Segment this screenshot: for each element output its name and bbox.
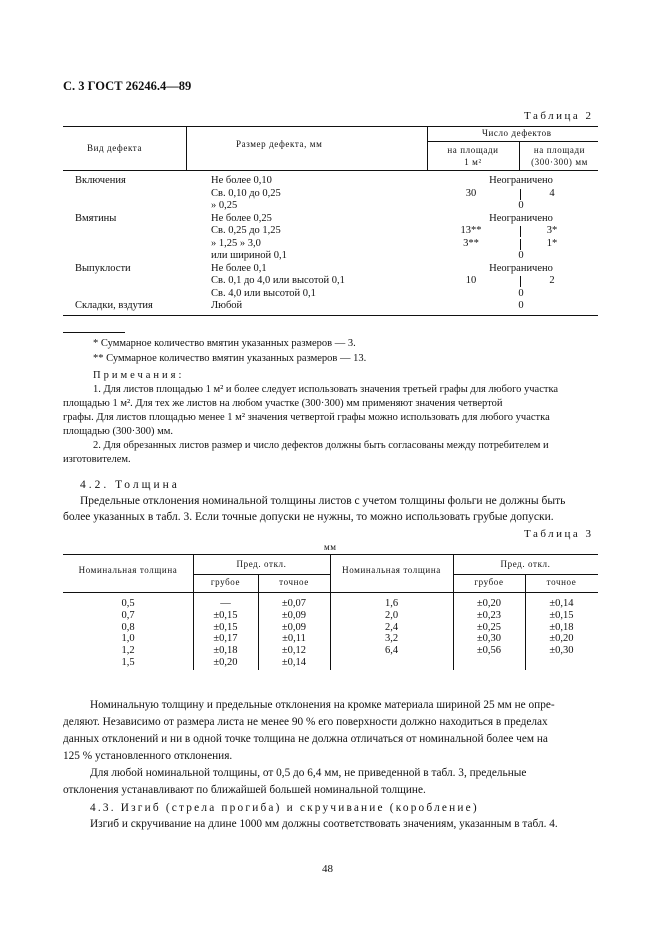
t2-row-size: Не более 0,10 [211, 175, 272, 186]
section-4-2-line1: Предельные отклонения номинальной толщины листов с учетом толщины фольги не должны быть [80, 495, 566, 507]
t2-row-size: » 0,25 [211, 200, 238, 211]
after-t3-p2-l2: отклонения устанавливают по ближайшей большей номинальной толщине. [63, 784, 426, 796]
t3-left-fine: ±0,14 [281, 657, 307, 668]
t2-row-count-300: 3* [546, 225, 558, 236]
t2-row-count-merged: 0 [518, 250, 524, 261]
t3-left-rough: ±0,20 [213, 657, 238, 668]
t2-row-count-1m2: 30 [465, 187, 477, 199]
t2-row-size: Св. 0,1 до 4,0 или высотой 0,1 [211, 275, 345, 286]
t2-row-count-merged: Неограничено [489, 262, 553, 274]
t2-count-separator [520, 226, 521, 237]
col-area2-l2: (300·300) мм [531, 157, 588, 167]
t3-left-rough: ±0,17 [213, 633, 238, 645]
t2-count-separator [520, 189, 521, 200]
t3-right-rough: ±0,20 [476, 598, 502, 609]
t3-col-nominal-left: Номинальная толщина [78, 565, 178, 575]
col-area1-l1: на площади [447, 145, 499, 155]
t3-left-thickness: 0,8 [121, 621, 135, 633]
t2-row-size: Не более 0,1 [211, 262, 267, 274]
t2-row-size: Св. 0,10 до 0,25 [211, 187, 281, 199]
t3-right-rough: ±0,25 [476, 621, 502, 633]
t3-right-fine: ±0,14 [549, 598, 574, 609]
t2-count-separator [520, 239, 521, 250]
t3-right-fine: ±0,20 [549, 633, 574, 645]
t3-left-fine: ±0,07 [281, 598, 307, 609]
t3-col-fine-left: точное [279, 577, 309, 587]
t3-right-fine: ±0,15 [549, 609, 574, 621]
footnote-1: * Суммарное количество вмятин указанных размеров — 3. [93, 338, 356, 349]
t2-row-count-merged: 0 [518, 300, 524, 311]
t2-row-size: » 1,25 » 3,0 [211, 237, 261, 249]
note1-line3: графы. Для листов площадью менее 1 м² значения четвертой графы можно использовать для любого участка [63, 412, 550, 423]
t3-right-rough: ±0,23 [476, 609, 502, 621]
t2-row-count-merged: Неограничено [489, 212, 553, 224]
col-area1-l2: 1 м² [464, 157, 482, 167]
t2-row-type: Складки, вздутия [75, 300, 153, 311]
t3-col-dev-left: Пред. откл. [236, 559, 287, 569]
t3-left-rough: ±0,15 [213, 621, 238, 633]
t3-col-rough-left: грубое [210, 577, 241, 587]
col-defect-count: Число дефектов [482, 128, 552, 138]
t2-row-count-merged: Неограничено [489, 175, 553, 186]
t2-count-separator [520, 276, 521, 287]
t3-left-thickness: 0,7 [121, 609, 135, 621]
t3-left-rough: — [220, 598, 231, 609]
section-4-3-line1: Изгиб и скручивание на длине 1000 мм должны соответствовать значениям, указанным в табл. 4. [90, 818, 558, 830]
t3-left-thickness: 1,5 [121, 657, 135, 668]
table3-unit: мм [324, 542, 337, 552]
t3-right-thickness: 2,0 [384, 609, 399, 621]
t2-row-size: Любой [211, 300, 243, 311]
t3-col-rough-right: грубое [474, 577, 504, 587]
t2-row-size: Не более 0,25 [211, 212, 272, 224]
t2-row-count-1m2: 13** [460, 225, 482, 236]
t3-col-dev-right: Пред. откл. [500, 559, 551, 569]
notes-title: Примечания: [93, 370, 185, 381]
t3-right-rough: ±0,56 [476, 645, 502, 657]
after-t3-p1-l2: деляют. Независимо от размера листа не менее 90 % его поверхности должно находиться в пределах [63, 716, 548, 728]
t3-left-fine: ±0,12 [281, 645, 307, 657]
t3-left-fine: ±0,09 [281, 609, 307, 621]
t2-row-count-1m2: 10 [465, 275, 477, 286]
t3-left-rough: ±0,15 [213, 609, 238, 621]
t2-row-count-300: 1* [546, 237, 558, 249]
t3-col-nominal-right: Номинальная толщина [342, 565, 441, 575]
t3-right-fine: ±0,30 [549, 645, 574, 657]
t2-row-size: Св. 4,0 или высотой 0,1 [211, 287, 316, 299]
note2-line2: изготовителем. [63, 454, 131, 465]
section-4-2-line2: более указанных в табл. 3. Если точные допуски не нужны, то можно использовать грубые допуски. [63, 511, 554, 523]
t3-right-thickness: 1,6 [384, 598, 399, 609]
section-4-2-heading: 4.2. Толщина [80, 479, 180, 491]
note2-line1: 2. Для обрезанных листов размер и число дефектов должны быть согласованы между потребителем и [93, 440, 549, 451]
footnote-2: ** Суммарное количество вмятин указанных размеров — 13. [93, 353, 367, 364]
t2-row-count-300: 2 [549, 275, 555, 286]
t3-left-fine: ±0,11 [282, 633, 306, 645]
col-defect-size: Размер дефекта, мм [236, 139, 323, 149]
t2-row-count-300: 4 [549, 187, 555, 199]
t2-row-count-merged: 0 [518, 287, 524, 299]
after-t3-p1-l3: данных отклонений и ни в одной точке толщина не должна отличаться от номинальной более чем на [63, 733, 548, 745]
t2-row-type: Вмятины [75, 212, 117, 224]
note1-line2: площадью 1 м². Для тех же листов на любом участке (300·300) мм применяют значения четвертой [63, 398, 503, 409]
col-area2-l1: на площади [533, 145, 586, 155]
t3-left-fine: ±0,09 [281, 621, 307, 633]
note1-line4: площадью (300·300) мм. [63, 426, 173, 437]
t3-right-fine: ±0,18 [549, 621, 574, 633]
t3-right-thickness: 6,4 [384, 645, 399, 657]
col-defect-type: Вид дефекта [87, 143, 143, 153]
t3-right-rough: ±0,30 [476, 633, 502, 645]
t2-row-type: Включения [75, 175, 126, 186]
t2-row-count-merged: 0 [518, 200, 524, 211]
t3-col-fine-right: точное [546, 577, 577, 587]
t3-right-thickness: 3,2 [384, 633, 399, 645]
table3-label: Таблица 3 [524, 528, 594, 540]
t3-right-thickness: 2,4 [384, 621, 399, 633]
t3-left-thickness: 1,0 [121, 633, 135, 645]
after-t3-p1-l4: 125 % установленного отклонения. [63, 750, 233, 762]
section-4-3-heading: 4.3. Изгиб (стрела прогиба) и скручивание (коробление) [90, 802, 479, 814]
after-t3-p2-l1: Для любой номинальной толщины, от 0,5 до 6,4 мм, не приведенной в табл. 3, предельные [90, 767, 527, 779]
t3-left-thickness: 0,5 [121, 598, 135, 609]
table2-label: Таблица 2 [524, 110, 594, 122]
page-header: С. 3 ГОСТ 26246.4—89 [63, 79, 192, 93]
t2-row-count-1m2: 3** [463, 237, 479, 249]
t2-row-type: Выпуклости [75, 262, 131, 274]
t3-left-thickness: 1,2 [121, 645, 135, 657]
page-number: 48 [322, 863, 333, 875]
note1-line1: 1. Для листов площадью 1 м² и более следует использовать значения третьей графы для любого участка [93, 384, 559, 395]
t3-left-rough: ±0,18 [213, 645, 238, 657]
t2-row-size: Св. 0,25 до 1,25 [211, 225, 281, 236]
t2-row-size: или шириной 0,1 [211, 250, 287, 261]
after-t3-p1-l1: Номинальную толщину и предельные отклонения на кромке материала шириной 25 мм не опре- [90, 699, 555, 711]
